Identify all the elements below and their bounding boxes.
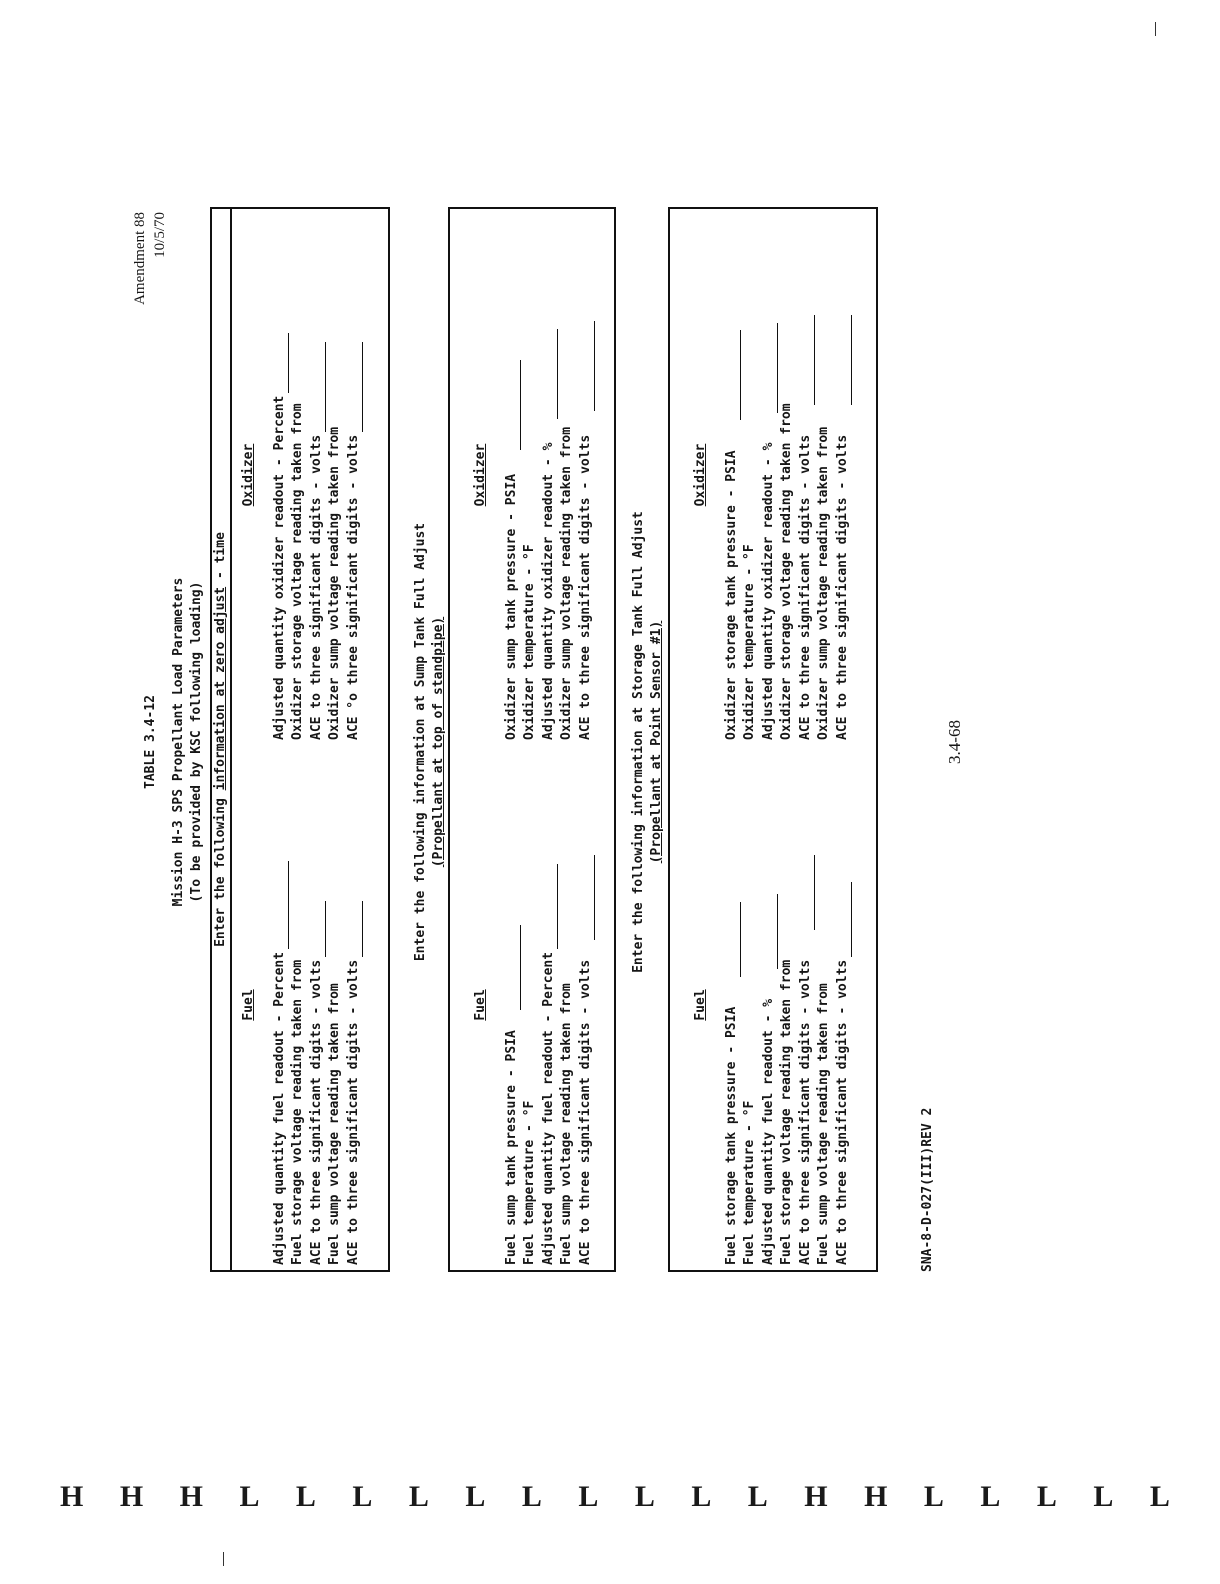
oxidizer-header: Oxidizer xyxy=(693,443,708,507)
table-subtitle: (To be provided by KSC following loading) xyxy=(189,581,204,903)
list-item: Oxidizer sump voltage reading taken from xyxy=(327,426,342,740)
margin-glyph: L xyxy=(578,1480,599,1513)
entry-blank[interactable] xyxy=(851,315,852,405)
list-item: Oxidizer storage voltage reading taken from xyxy=(290,403,305,740)
list-item: Fuel storage tank pressure - PSIA xyxy=(723,745,742,1265)
fuel-column xyxy=(240,745,363,1265)
list-item: Adjusted quantity oxidizer readout - % xyxy=(760,210,779,740)
list-item: Adjusted quantity oxidizer readout - % xyxy=(540,210,559,740)
list-item: Oxidizer sump voltage reading taken from xyxy=(816,426,831,740)
list-item: Fuel temperature - °F xyxy=(522,1100,537,1265)
entry-blank[interactable] xyxy=(814,855,815,930)
entry-blank[interactable] xyxy=(740,902,741,977)
list-item: ACE to three significant digits - volts xyxy=(834,745,853,1265)
margin-glyph: L xyxy=(1149,1480,1170,1513)
oxidizer-header: Oxidizer xyxy=(473,443,488,507)
margin-strip xyxy=(60,1480,1170,1514)
section-storage-tank-full xyxy=(668,207,878,1272)
scan-mark xyxy=(223,1552,224,1566)
margin-glyph: L xyxy=(408,1480,429,1513)
table-label: TABLE 3.4-12 xyxy=(143,695,158,789)
list-item: ACE to three significant digits - volts xyxy=(797,745,816,1265)
margin-glyph: H xyxy=(804,1480,828,1513)
list-item: Fuel sump tank pressure - PSIA xyxy=(503,745,522,1265)
margin-glyph: L xyxy=(923,1480,944,1513)
section-intro-sub: (Propellant at Point Sensor #1) xyxy=(649,620,664,864)
list-item: ACE to three significant digits - volts xyxy=(345,745,364,1265)
rotated-page xyxy=(132,202,964,1282)
entry-blank[interactable] xyxy=(325,901,326,957)
margin-glyph: H xyxy=(864,1480,888,1513)
list-item: Oxidizer temperature - °F xyxy=(522,544,537,740)
entry-blank[interactable] xyxy=(362,901,363,957)
margin-glyph: L xyxy=(1036,1480,1057,1513)
list-item: ACE to three significant digits - volts xyxy=(577,210,596,740)
fuel-header: Fuel xyxy=(693,989,708,1021)
margin-glyph: L xyxy=(239,1480,260,1513)
list-item: Fuel sump voltage reading taken from xyxy=(559,983,574,1265)
list-item: Oxidizer sump voltage reading taken from xyxy=(559,426,574,740)
entry-blank[interactable] xyxy=(520,925,521,1010)
margin-glyph: L xyxy=(634,1480,655,1513)
entry-blank[interactable] xyxy=(777,323,778,413)
oxidizer-header: Oxidizer xyxy=(241,443,256,507)
list-item: Oxidizer sump tank pressure - PSIA xyxy=(503,210,522,740)
amendment-label: Amendment 88 xyxy=(132,212,148,305)
list-item: ACE °o three significant digits - volts xyxy=(345,210,364,740)
list-item: ACE to three significant digits - volts xyxy=(797,210,816,740)
list-item: Oxidizer storage tank pressure - PSIA xyxy=(723,210,742,740)
entry-blank[interactable] xyxy=(814,315,815,405)
margin-glyph: L xyxy=(691,1480,712,1513)
fuel-header: Fuel xyxy=(241,989,256,1021)
margin-glyph: L xyxy=(465,1480,486,1513)
fuel-column xyxy=(472,745,595,1265)
section-intro-sub: (Propellant at top of standpipe) xyxy=(431,616,446,868)
entry-blank[interactable] xyxy=(594,321,595,411)
oxidizer-column xyxy=(240,210,363,740)
table-title: Mission H-3 SPS Propellant Load Parameters xyxy=(171,577,186,907)
entry-blank[interactable] xyxy=(557,864,558,949)
section-heading xyxy=(212,209,232,1270)
page-number: 3.4-68 xyxy=(945,720,964,764)
margin-glyph: L xyxy=(747,1480,768,1513)
list-item: Oxidizer storage voltage reading taken from xyxy=(779,403,794,740)
entry-blank[interactable] xyxy=(325,342,326,432)
section-sump-tank-full xyxy=(448,207,616,1272)
list-item: ACE to three significant digits - volts xyxy=(308,745,327,1265)
list-item: Fuel temperature - °F xyxy=(742,1100,757,1265)
fuel-column xyxy=(692,745,852,1265)
document-id: SNA-8-D-027(III)REV 2 xyxy=(920,1107,935,1272)
list-item: Adjusted quantity fuel readout - % xyxy=(760,745,779,1265)
entry-blank[interactable] xyxy=(288,333,289,393)
entry-blank[interactable] xyxy=(557,329,558,419)
amendment-date: 10/5/70 xyxy=(152,212,168,258)
list-item: ACE to three significant digits - volts xyxy=(834,210,853,740)
entry-blank[interactable] xyxy=(288,861,289,949)
section-intro: Enter the following information at Storage Tank Full Adjust xyxy=(631,511,646,973)
heading-tail: - time xyxy=(213,532,228,587)
margin-glyph: L xyxy=(980,1480,1001,1513)
margin-glyph: H xyxy=(60,1480,84,1513)
list-item: ACE to three significant digits - volts xyxy=(308,210,327,740)
margin-glyph: L xyxy=(521,1480,542,1513)
heading-underlined: information at zero adjust xyxy=(213,586,228,791)
entry-blank[interactable] xyxy=(851,882,852,957)
section-intro: Enter the following information at Sump Tank Full Adjust xyxy=(413,522,428,962)
margin-glyph: L xyxy=(1093,1480,1114,1513)
heading-text: Enter the following xyxy=(213,790,228,947)
list-item: Adjusted quantity fuel readout - Percent xyxy=(540,745,559,1265)
list-item: Fuel sump voltage reading taken from xyxy=(816,983,831,1265)
oxidizer-column xyxy=(472,210,595,740)
entry-blank[interactable] xyxy=(777,894,778,969)
scan-mark xyxy=(1155,22,1156,36)
list-item: Fuel storage voltage reading taken from xyxy=(290,959,305,1265)
entry-blank[interactable] xyxy=(594,855,595,940)
list-item: ACE to three significant digits - volts xyxy=(577,745,596,1265)
margin-glyph: H xyxy=(119,1480,144,1513)
fuel-header: Fuel xyxy=(473,989,488,1021)
margin-glyph: L xyxy=(295,1480,316,1513)
section-zero-adjust xyxy=(210,207,390,1272)
entry-blank[interactable] xyxy=(362,342,363,432)
list-item: Oxidizer temperature - °F xyxy=(742,544,757,740)
margin-glyph: L xyxy=(352,1480,373,1513)
oxidizer-column xyxy=(692,210,852,740)
list-item: Adjusted quantity fuel readout - Percent xyxy=(271,745,290,1265)
list-item: Fuel sump voltage reading taken from xyxy=(327,983,342,1265)
list-item: Adjusted quantity oxidizer readout - Percent xyxy=(271,210,290,740)
entry-blank[interactable] xyxy=(520,360,521,450)
margin-glyph: H xyxy=(179,1480,203,1513)
entry-blank[interactable] xyxy=(740,330,741,420)
list-item: Fuel storage voltage reading taken from xyxy=(779,959,794,1265)
